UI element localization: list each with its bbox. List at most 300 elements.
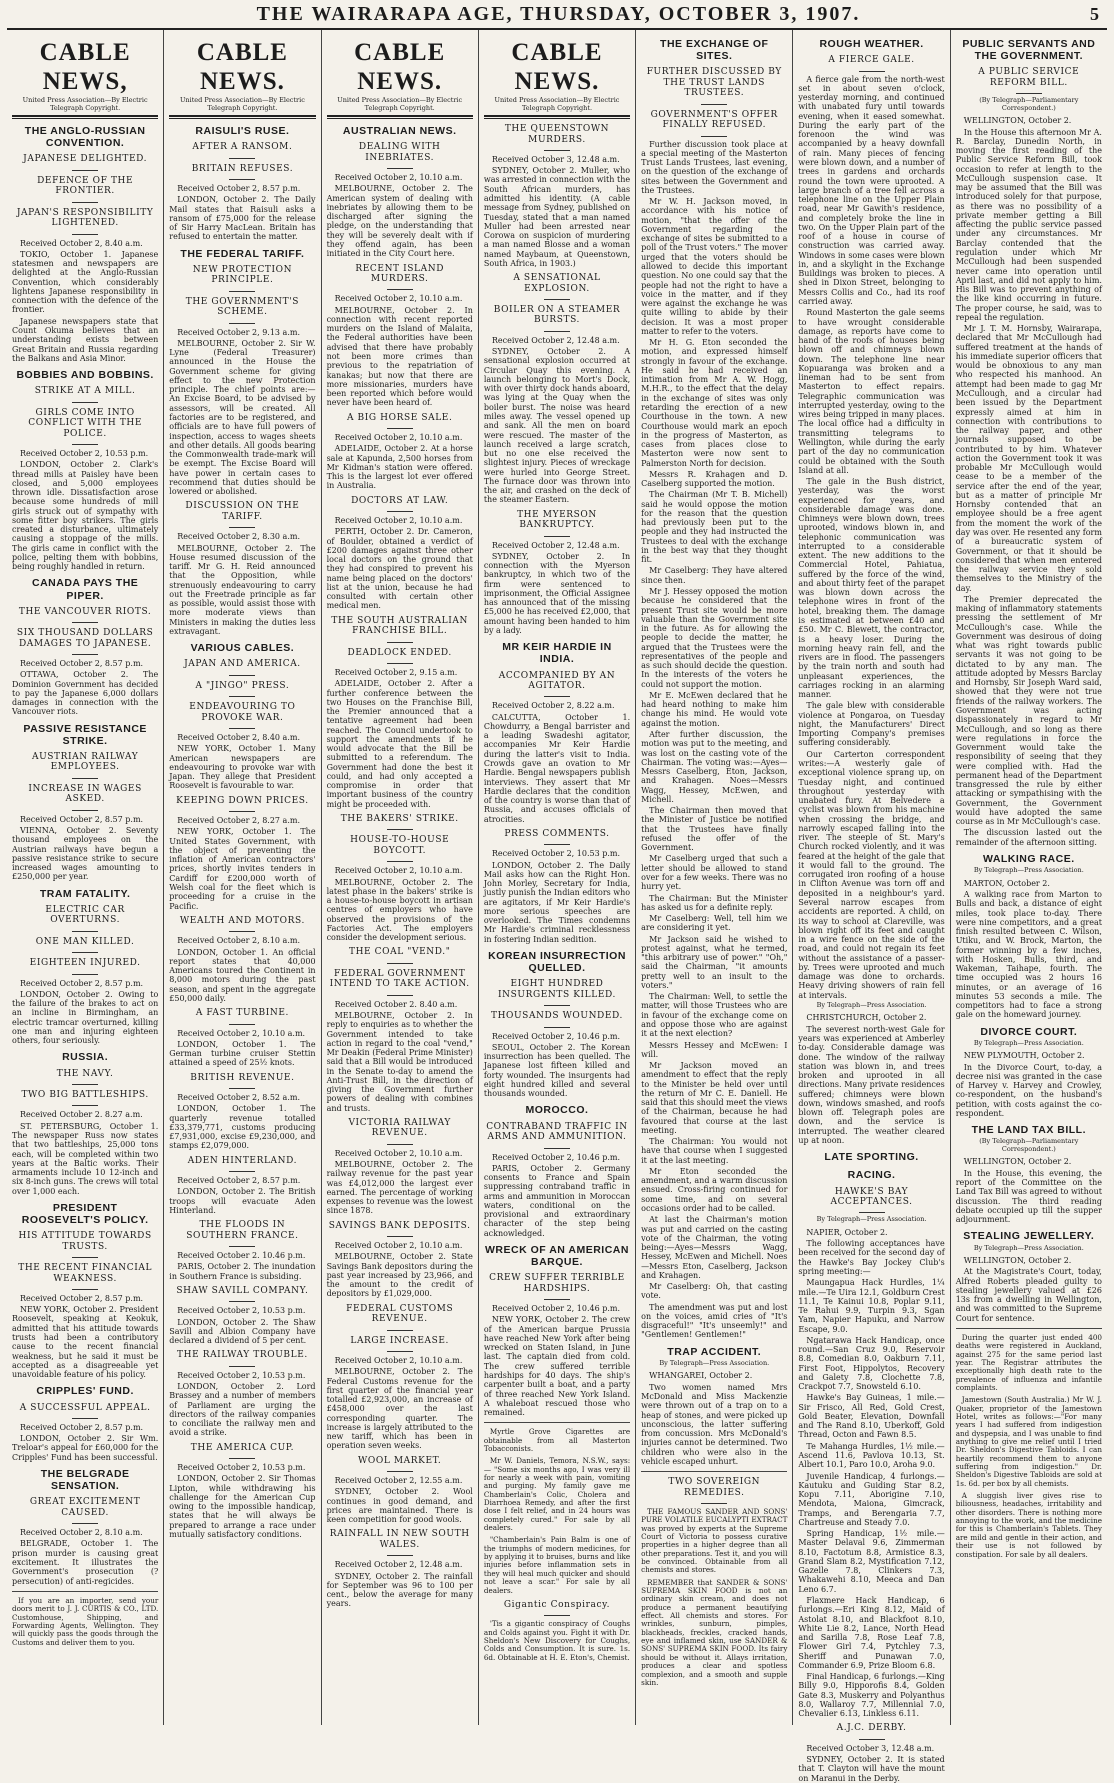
article-subheadline: INCREASE IN WAGES ASKED. — [28, 783, 142, 805]
article-paragraph: Mr Caselberg: Well, tell him we are considering it yet. — [641, 914, 788, 933]
headline-separator — [387, 289, 413, 290]
article-paragraph: Mr Caselberg: Oh, that casting vote. — [641, 1282, 788, 1301]
headline-separator — [72, 1257, 98, 1258]
article-subheadline: THE GOVERNMENT'S SCHEME. — [185, 296, 300, 318]
article-paragraph: Juvenile Handicap, 4 furlongs.—Kautuku and Guiding Star 8.2, Kopu 7.11, Aborigine 7.10, Mendota, Maiona, Gimcrack, Tramps, and Berengaria 7.7, Chartreuse and Steady 7.0. — [798, 1471, 945, 1527]
article-subheadline: ONE MAN KILLED. — [35, 936, 135, 947]
article-paragraph: Mr H. G. Eton seconded the motion, and expressed himself strongly in favour of the exchange. He said he had received an intimation from Mr A. W. Hogg, M.H.R., to the effect that the delay in the exchange of sites was only retarding the erection of a new Courthouse in the town. A new Courthouse would mark an epoch in the progress of Masterton, as cases from places close to Masterton were now sent to Palmerston North for decision. — [641, 338, 788, 468]
article-headline: VARIOUS CABLES. — [190, 642, 295, 655]
headline-separator — [387, 995, 413, 996]
headline-separator — [72, 1289, 98, 1290]
article-paragraph: The following acceptances have been received for the second day of the Hawke's Bay Jockey Club's spring meeting:— — [798, 1239, 945, 1276]
article-headline: TRAM FATALITY. — [39, 887, 131, 900]
dateline: Received October 2, 8.40 a.m. — [20, 238, 143, 248]
newspaper-page — [7, 3, 1107, 1783]
article-paragraph: Mr W. H. Jackson moved, in accordance with his notice of motion, "that the offer of the Government regarding the exchange of sites be submitted to a poll of the Trust voters." The mover urged that the voters should be allowed to decide this important question. No one could say that the people had not the right to have a voice in the matter, and if they were against the exchange he was quite willing to abide by their decision. It was a most proper matter to refer to the voters. — [641, 197, 788, 336]
article-subheadline: DEALING WITH INEBRIATES. — [358, 142, 441, 163]
headline-separator — [229, 291, 255, 292]
article-subheadline: TWO SOVEREIGN REMEDIES. — [668, 1477, 761, 1498]
article-subheadline: BRITAIN REFUSES. — [191, 163, 294, 174]
dateline: WHANGAREI, October 2. — [649, 1371, 753, 1381]
dateline: Received October 2, 12.48 a.m. — [491, 540, 620, 550]
article-subheadline: LARGE INCREASE. — [350, 1335, 450, 1346]
article-headline: THE ANGLO-RUSSIAN CONVENTION. — [24, 125, 146, 150]
headline-separator — [859, 1739, 885, 1740]
article-subheadline: THE RAILWAY TROUBLE. — [177, 1350, 308, 1361]
article-headline: DIVORCE COURT. — [980, 1025, 1078, 1038]
advertisement-text: If you are an importer, send your doors merit to J. J. CURTIS & CO., LTD. Customhouse, Shipping, and Forwarding Agents, Wellington. They will quickly pass the goods through the Customs and deliver them to you. — [12, 1595, 159, 1647]
headline-separator — [229, 811, 255, 812]
article-paragraph: VIENNA, October 2. Seventy thousand employees on the Austrian railways have begun a passive resistance strike to secure increased wages amounting to £250,000 per year. — [12, 826, 159, 882]
dateline: Received October 2, 10.53 p.m. — [177, 1463, 306, 1473]
headline-separator — [544, 1148, 570, 1149]
article-subheadline: STRIKE AT A MILL. — [34, 386, 136, 397]
cable-news-title: CABLE NEWS. — [354, 39, 446, 95]
article-subheadline: EIGHT HUNDRED INSURGENTS KILLED. — [497, 979, 616, 1000]
article-subheadline: THE AMERICA CUP. — [190, 1442, 295, 1453]
article-subheadline: A SUCCESSFUL APPEAL. — [19, 1402, 151, 1413]
cable-news-title: CABLE NEWS. — [196, 39, 288, 95]
article-subheadline: DEFENCE OF THE FRONTIER. — [37, 175, 134, 197]
dateline: Received October 2, 10.10 a.m. — [334, 294, 463, 304]
column-4 — [479, 30, 636, 1725]
article-paragraph: In the Divorce Court, to-day, a decree nisi was granted in the case of Harvey v. Harvey and Crowley, co-respondent, on the husband's petition, with costs against the co-respondent. — [955, 1062, 1102, 1118]
headline-separator — [72, 234, 98, 235]
headline-separator — [544, 1615, 570, 1616]
dateline: Received October 2, 10.53 p.m. — [177, 1306, 306, 1316]
headline-separator — [544, 331, 570, 332]
dateline: Received October 3, 12.48 a.m. — [491, 154, 620, 164]
article-subheadline: THOUSANDS WOUNDED. — [490, 1011, 623, 1022]
dateline: Received October 2, 8.57 p.m. — [177, 1176, 301, 1186]
article-paragraph: MELBOURNE, October 2. Sir W. Lyne (Federal Treasurer) announced in the House the Government scheme for giving effect to the new Protection principle. The chief points are:— An Excise Board, to be advised by assessors, will be created. All factories are to be registered, and officials are to have full powers of inspection, access to wages sheets and other details. All goods bearing the Commonwealth trade-mark will be exempt. The Excise Board will have power in certain cases to recommend that duties should be lowered or abolished. — [169, 338, 316, 497]
article-subheadline: FURTHER DISCUSSED BY THE TRUST LANDS TRUSTEES. — [646, 67, 782, 99]
article-paragraph: MELBOURNE, October 2. State Savings Bank depositors during the past year increased by 23,966, and the amount to the credit of depositors by £1,029,000. — [326, 1252, 473, 1299]
dateline: Received October 2, 8.57 p.m. — [177, 184, 301, 194]
headline-separator — [229, 1246, 255, 1247]
headline-separator — [701, 136, 727, 137]
article-paragraph: Japanese newspapers state that Count Okuma believes that an understanding exists between Great Britain and Russia regarding the Balkans and Asia Minor. — [12, 316, 159, 363]
article-subheadline: GOVERNMENT'S OFFER FINALLY REFUSED. — [650, 109, 778, 131]
headline-separator — [387, 663, 413, 664]
article-subheadline: AUSTRIAN RAILWAY EMPLOYEES. — [31, 752, 139, 773]
article-subheadline: A SENSATIONAL EXPLOSION. — [513, 273, 601, 294]
advertisement-text: "Chamberlain's Pain Balm is one of the triumphs of modern medicines, for by applying it to bruises, burns and like injuries before inflammation sets in they will heal much quicker and should not leave a scar." For sale by all dealers. — [483, 1535, 631, 1595]
article-paragraph: SEOUL, October 2. The Korean insurrection has been quelled. The Japanese lost fifteen killed and forty wounded. The insurgents had eight hundred killed and several thousands wounded. — [483, 1042, 631, 1099]
article-paragraph: Round Masterton the gale seems to have wrought considerable damage, as reports have come to hand of the roofs of houses being blown off and chimneys blown down. The telephone line near Kopuaranga was broken and a lineman had to be sent from Masterton to effect repairs. Telegraphic communication was interrupted yesterday, owing to the wires being tripped in many places. The local office had a difficulty in transmitting telegrams to Wellington, while during the early part of the day no communication could be obtained with the South Island at all. — [798, 308, 945, 475]
dateline: Received October 2, 10.53 p.m. — [177, 1370, 306, 1380]
headline-separator — [72, 654, 98, 655]
article-headline: PRESIDENT ROOSEVELT'S POLICY. — [21, 1201, 149, 1227]
article-subheadline: WOOL MARKET. — [358, 1455, 442, 1466]
article-paragraph: Mr Caselberg urged that such a letter should be allowed to stand over for a few weeks. There was no hurry yet. — [641, 854, 788, 892]
article-paragraph: LONDON, October 1. An official report states that 40,000 Americans toured the Continent in 8,000 motors during the past season, and spent in the aggregate £50,000 daily. — [169, 947, 316, 1003]
article-subheadline: VICTORIA RAILWAY REVENUE. — [348, 1117, 451, 1139]
dateline: Received October 2, 10.53 p.m. — [20, 448, 149, 458]
article-subheadline: ELECTRIC CAR OVERTURNS. — [45, 904, 125, 926]
headline-separator — [72, 1523, 98, 1524]
article-subheadline: ADEN HINTERLAND. — [187, 1155, 298, 1166]
article-paragraph: MELBOURNE, October 2. The latest phase in the bakers' strike is a house-to-house boycott in artisan centres of employers who have observed the provisions of the Factories Act. The employers consider the development serious. — [326, 877, 473, 943]
headline-separator — [701, 1503, 727, 1504]
dateline: Received October 2. 8.40 a.m. — [334, 999, 458, 1009]
page-number: 5 — [1090, 4, 1101, 24]
headline-separator — [387, 1330, 413, 1331]
article-subheadline: DOCTORS AT LAW. — [351, 495, 449, 506]
article-paragraph: Mr Jackson moved an amendment to effect that the reply to the Minister be held over until the return of Mr C. E. Daniell. He said that this should meet the views of the Chairman, because he had favoured that course at the last meeting. — [641, 1061, 788, 1135]
headline-separator — [229, 158, 255, 159]
headline-separator — [229, 675, 255, 676]
article-headline: THE EXCHANGE OF SITES. — [660, 38, 769, 63]
article-subheadline: JAPAN'S RESPONSIBILITY LIGHTENED. — [16, 207, 154, 229]
heading-rule — [327, 115, 473, 119]
column-1 — [7, 30, 164, 1725]
headline-separator — [72, 1084, 98, 1085]
article-paragraph: Flaxmere Hack Handicap, 6 furlongs.—Eri King 8.12, Maid of Astolat 8.10, and Blackfoot 8.10, White Lie 8.2, Lance, North Head and Sarilla 7.8, Rose Leaf 7.8, Flower Girl 7.4, Pytchley 7.3, Sheriff and Punawan 7.0, Commander 6.9, Prize Bloom 6.8. — [798, 1596, 945, 1670]
dateline: Received October 2, 8.27 a.m. — [177, 816, 300, 826]
dateline: Received October 2, 10.46 p.m. — [491, 1304, 620, 1314]
headline-separator — [72, 810, 98, 811]
article-headline: MR KEIR HARDIE IN INDIA. — [502, 641, 612, 666]
dateline: Received October 2, 8.57 p.m. — [20, 1422, 144, 1432]
article-headline: RACING. — [847, 1169, 896, 1182]
dateline: Received October 2, 9.15 a.m. — [334, 668, 458, 677]
headline-separator — [229, 179, 255, 180]
article-headline: BOBBIES AND BOBBINS. — [16, 369, 154, 382]
heading-rule — [484, 115, 630, 119]
headline-separator — [859, 1212, 885, 1213]
article-subheadline: JAPAN AND AMERICA. — [184, 659, 301, 670]
article-paragraph: Mr Jackson said he wished to protest against, what he termed, "this arbitrary use of power." "Oh," said the Chairman, "it amounts pretty well to an insult to the voters." — [641, 934, 788, 990]
headline-separator — [387, 642, 413, 643]
headline-separator — [229, 1024, 255, 1025]
article-paragraph: The discussion lasted out the remainder of the afternoon sitting. — [955, 828, 1102, 847]
article-paragraph: ADELAIDE, October 2. At a horse sale at Kapunda, 2,500 horses from Mr Kidman's station were offered. This is the largest lot ever offered in Australia. — [326, 444, 473, 491]
headline-separator — [544, 844, 570, 845]
article-subheadline: A FIERCE GALE. — [828, 55, 915, 66]
article-subheadline: THE QUEENSTOWN MURDERS. — [504, 124, 610, 145]
heading-rule — [169, 115, 315, 119]
dateline: Received October 2, 10.10 a.m. — [177, 1028, 306, 1038]
advertisement-text: 'Tis a gigantic conspiracy of Coughs and Colds against you. Fight it with Dr. Sheldon's New Discovery for Coughs, Colds and Consumption. It is sure. 1s. 6d. Obtainable at H. E. Eton's, Chemist. — [483, 1619, 631, 1662]
article-subheadline: WEALTH AND MOTORS. — [179, 915, 305, 926]
headline-separator — [229, 323, 255, 324]
dateline: Received October 2, 10.53 p.m. — [491, 849, 620, 859]
article-subheadline: AFTER A RANSOM. — [192, 142, 293, 153]
article-paragraph: LONDON, October 2. Owing to the failure of the brakes to act on an incline in Birmingham, an electric tramcar overturned, killing one man and injuring eighteen others, four seriously. — [12, 989, 159, 1046]
headline-separator — [229, 1171, 255, 1172]
dateline: Received October 2, 8.57 p.m. — [20, 659, 144, 669]
article-paragraph: Messrs R. Krahagen and D. Caselberg supported the motion. — [641, 469, 788, 489]
headline-separator — [72, 778, 98, 779]
article-paragraph: Our Carterton correspondent writes:—A westerly gale of exceptional violence sprang up, on Tuesday night, and continued throughout yesterday with unabated fury. At Belvedere a cyclist was blown from his machine when crossing the bridge, and narrowly escaped falling into the river. The steeple of St. Mary's Church rocked violently, and it was feared at the height of the gale that it would fall to the ground. The corrugated iron roofing of a house in Clifton Avenue was torn off and deposited in a neighbour's yard. Several narrow escapes from accidents are reported. A child, on its way to school at Clareville, was blown right off its feet and caught in a wire fence on the side of the road, and could not regain its feet without the assistance of a passer-by. Trees were uprooted and much damage was done to orchards. Heavy driving showers of rain fell at intervals. — [798, 749, 945, 1000]
headline-separator — [229, 728, 255, 729]
article-paragraph: LONDON, October 2. The British troops will evacuate Aden Hinterland. — [169, 1187, 316, 1215]
article-paragraph: The Chairman: But the Minister has asked us for a definite reply. — [641, 893, 788, 912]
byline: United Press Association—By Electric Telegraph Copyright. — [494, 96, 620, 112]
headline-separator — [859, 71, 885, 72]
article-headline: PASSIVE RESISTANCE STRIKE. — [23, 722, 147, 747]
article-paragraph: Hawke's Bay Guineas, 1 mile.—Sir Frisco, All Red, Gold Crest, Gold Beater, Elevation, Downfall and The Rand 8.10, Uberkoff, Gold Thread, Octon and Fawn 8.5. — [798, 1393, 945, 1440]
headline-separator — [229, 527, 255, 528]
article-headline: CRIPPLES' FUND. — [36, 1385, 134, 1398]
article-paragraph: At the Magistrate's Court, today, Alfred Roberts pleaded guilty to stealing jewellery valued at £26 13s from a dwelling in Wellington, and was committed to the Supreme Court for sentence. — [955, 1267, 1102, 1323]
article-subheadline: SIX THOUSAND DOLLARS DAMAGES TO JAPANESE. — [16, 628, 154, 649]
article-paragraph: The Chairman (Mr T. B. Michell) said he would oppose the motion for the reason that the question had previously been put to the people and they had instructed the Trustees to deal with the exchange in the best way that they thought fit. — [641, 490, 788, 565]
article-paragraph: The Chairman: You would not have that course when I suggested it at the last meeting. — [641, 1137, 788, 1165]
headline-separator — [72, 622, 98, 623]
article-subheadline: A "JINGO" PRESS. — [195, 680, 290, 691]
article-subheadline: EIGHTEEN INJURED. — [29, 958, 141, 969]
headline-separator — [387, 1236, 413, 1237]
headline-separator — [387, 1555, 413, 1556]
dateline: Received October 2, 8.52 a.m. — [177, 1093, 300, 1103]
section-divider — [484, 1422, 630, 1423]
headline-separator — [72, 444, 98, 445]
article-paragraph: Mr Caselberg: They have altered since then. — [641, 566, 788, 585]
article-paragraph: The Chairman: Well, to settle the matter, will those Trustees who are in favour of the exchange come on and oppose those who are against it at the next election? — [641, 992, 788, 1039]
article-paragraph: LONDON, October 2. The Shaw Savill and Albion Company have declared a dividend of 5 per cent. — [169, 1317, 316, 1346]
article-subheadline: SHAW SAVILL COMPANY. — [176, 1285, 309, 1296]
article-paragraph: MELBOURNE, October 2. The railway revenue for the past year was £4,012,000 the largest ever earned. The percentage of working expenses to revenue was the lowest since 1878. — [326, 1160, 473, 1216]
advertisement-text: During the quarter just ended 400 deaths were registered in Auckland, against 275 for the same period last year. The Registrar attributes the exceptionally high death rate to the prevalence of influenza and infantile complaints. — [955, 1332, 1102, 1392]
dateline: Received October 2, 8.10 a.m. — [20, 1528, 143, 1538]
article-paragraph: The gale in the Bush district, yesterday, was the worst experienced for years, and considerable damage was done. Chimneys were blown down, trees uprooted, windows blown in, and telephonic communication was interrupted to a considerable extent. The new additions to the Commercial Hotel, Pahiatua, suffered by the force of the wind, and about thirty feet of the parapet was blown down across the telephone wires in front of the hotel, breaking them. The damage is estimated at between £40 and £50. Mr C. Blewett, the contractor, is a heavy loser. During the morning heavy rain fell, and the rivers are in flood. The passengers by the train north and south had unpleasant experiences, the carriages rocking in an alarming manner. — [798, 477, 945, 700]
article-paragraph: Further discussion took place at a special meeting of the Masterton Trust Lands Trustees, last evening, on the question of the exchange of sites between the Government and the Trustees. — [641, 139, 788, 195]
byline: United Press Association—By Electric Telegraph Copyright. — [22, 96, 148, 112]
byline: (By Telegraph—Parliamentary Correspondent.) — [979, 96, 1079, 112]
article-paragraph: Messrs Hessey and McEwen: I will. — [641, 1040, 788, 1059]
article-subheadline: CONTRABAND TRAFFIC IN ARMS AND AMMUNITION. — [486, 1121, 628, 1143]
headline-separator — [387, 511, 413, 512]
article-paragraph: ADELAIDE, October 2. After a further conference between the two Houses on the Franchise Bill, the Premier announced that a tentative agreement had been reached. The Council undertook to support the amendments if he would advocate that the Bill be submitted to a referendum. The Government had done the best it could, and had only accepted a compromise in order that important business of the country might be proceeded with. — [326, 679, 473, 809]
column-3 — [322, 30, 479, 1725]
article-subheadline: ACCOMPANIED BY AN AGITATOR. — [498, 670, 616, 691]
article-subheadline: GREAT EXCITEMENT CAUSED. — [29, 1497, 141, 1518]
article-subheadline: A.J.C. DERBY. — [836, 1723, 907, 1734]
dateline: Received October 2, 10.10 a.m. — [334, 433, 463, 442]
advertisement-text: A sluggish liver gives rise to biliousness, headaches, irritability and other disorders. There is nothing more annoying to the work, and the medicine for this is Chamberlain's Tablets. They are mild and gentle in their action, and their use is not followed by constipation. For sale by all dealers. — [955, 1491, 1102, 1559]
article-paragraph: PARIS, October 2. The inundation in Southern France is subsiding. — [169, 1262, 316, 1281]
headline-separator — [72, 974, 98, 975]
article-subheadline: HAWKE'S BAY ACCEPTANCES. — [830, 1186, 913, 1207]
dateline: Received October 2, 8.22 a.m. — [491, 701, 615, 711]
headline-separator — [387, 1351, 413, 1352]
masthead-title: THE WAIRARAPA AGE, THURSDAY, OCTOBER 3, 1907. — [256, 3, 861, 25]
article-subheadline: BOILER ON A STEAMER BURSTS. — [493, 305, 621, 326]
article-subheadline: KEEPING DOWN PRICES. — [176, 795, 309, 806]
headline-separator — [229, 1458, 255, 1459]
masthead — [7, 3, 1107, 30]
headline-separator — [387, 829, 413, 830]
dateline: Received October 3, 12.48 a.m. — [806, 1743, 935, 1753]
byline: By Telegraph—Press Association. — [659, 1358, 770, 1367]
article-paragraph: SYDNEY, October 2. Muller, who was arrested in connection with the South African murders, has admitted his identity. (A cable message from Sydney, published on Tuesday, stated that a man named Muller had been arrested near Corowa on suspicion of murdering a man named Blosse and a woman named Maybaum, at Queenstown, South Africa, in 1903.) — [483, 166, 631, 268]
article-paragraph: LONDON, October 2. Clark's thread mills at Paisley have been closed, and 5,000 employees thrown idle. Dissatisfaction arose because some hundreds of mill girls struck out of sympathy with some fitter boy strikers. The girls created a disturbance, ultimately causing a stoppage of the mills. The girls came in conflict with the police, pelting them with bobbins, being roughly handled in return. — [12, 460, 159, 572]
article-subheadline: HOUSE-TO-HOUSE BOYCOTT. — [350, 835, 450, 856]
article-paragraph: A fierce gale from the north-west set in about seven o'clock, yesterday morning, and continued with unabated fury until towards evening, when it eased somewhat. During the early part of the forenoon the wind was accompanied by a heavy downfall of rain. Many pieces of fencing were blown down, and a number of trees in gardens and orchards round the town were uprooted. A large branch of a tree fell across a telephone line on the Upper Plain road, near Mr Gawith's residence, and completely broke the line in two. On the Upper Plain part of the roof of a house in course of construction was carried away. Windows in some cases were blown in, and a skylight in the Exchange Buildings was broken to pieces. A shed in Dixon Street, belonging to Messrs Collis and Co., had its roof carried away. — [798, 74, 945, 306]
article-paragraph: PARIS, October 2. Germany consents to France and Spain suppressing contraband traffic in arms and ammunition in Moroccan waters, conditional on the provisional and extraordinary character of the step being acknowledged. — [483, 1163, 631, 1238]
dateline: WELLINGTON, October 2. — [963, 1157, 1072, 1167]
dateline: Received October 2, 12.48 a.m. — [334, 1560, 463, 1570]
dateline: Received October 2, 10.46 p.m. — [491, 1031, 620, 1041]
cable-news-title: CABLE NEWS, — [39, 39, 131, 95]
article-paragraph: MELBOURNE, October 2. The Federal Customs revenue for the first quarter of the financial year totalled £2,923,000, an increase of £458,000 over the last corresponding quarter. The increase is largely attributed to the new tariff, which has been in operation seven weeks. — [326, 1367, 473, 1451]
article-paragraph: The amendment was put and lost on the voices, amid cries of "It's disgraceful!" "It's unseemly!" and "Gentlemen! Gentlemen!" — [641, 1302, 788, 1340]
article-paragraph: Final Handicap, 6 furlongs.—King Billy 9.0, Hipporofis 8.4, Golden Gate 8.3, Muskerry and Polyanthus 8.0, Wallaroy 7.7, Millennial 7.0, Chevalier 6.13, Linkless 6.11. — [798, 1672, 945, 1719]
article-paragraph: LONDON, October 2. Lord Brassey and a number of members of Parliament are urging the directors of the railway companies to conciliate the railway men and avoid a strike. — [169, 1382, 316, 1438]
dateline: Received October 2, 12.48 a.m. — [491, 335, 620, 345]
headline-separator — [229, 1301, 255, 1302]
headline-separator — [72, 1418, 98, 1419]
article-subheadline: PRESS COMMENTS. — [504, 828, 610, 839]
dateline: Received October 2, 10.46 p.m. — [491, 1152, 620, 1162]
article-subheadline: NEW PROTECTION PRINCIPLE. — [192, 264, 293, 286]
headline-separator — [387, 1144, 413, 1145]
article-subheadline: FEDERAL GOVERNMENT INTEND TO TAKE ACTION. — [329, 968, 470, 990]
article-subheadline: THE VANCOUVER RIOTS. — [18, 606, 152, 617]
article-paragraph: The gale blew with considerable violence at Pongaroa, on Tuesday night, the Manufacturers' Direct Importing Company's premises suffering considerably. — [798, 701, 945, 748]
article-subheadline: SAVINGS BANK DEPOSITS. — [328, 1220, 471, 1231]
article-subheadline: THE COAL "VEND." — [348, 947, 451, 958]
byline: By Telegraph—Press Association. — [973, 1038, 1084, 1047]
dateline: Received October 2, 10.10 a.m. — [334, 173, 463, 183]
headline-separator — [72, 952, 98, 953]
dateline: Received October 2, 8.30 a.m. — [177, 532, 300, 542]
dateline: Received October 2, 10.10 a.m. — [334, 1356, 463, 1365]
advertisement-text: REMEMBER that SANDER & SONS' SUPREMA SKIN FOOD is not an ordinary skin cream, and does not produce a permanent beautifying effect. All chemists and stores. For wrinkles, sunburn, pimples, blackheads, freckles, cracked hands, eye and inflamed skin, use SANDER & SONS' SUPREMA SKIN FOOD. Its fairy should be without it. Allays irritation, produces a clear and spotless complexion, and a smooth and supple skin. — [641, 1577, 788, 1687]
column-5 — [636, 30, 793, 1725]
article-headline: WRECK OF AN AMERICAN BARQUE. — [485, 1243, 629, 1269]
article-headline: LATE SPORTING. — [824, 1151, 919, 1164]
dateline: Received October 2, 10.10 a.m. — [334, 1241, 463, 1251]
article-headline: THE FEDERAL TARIFF. — [180, 247, 305, 260]
article-headline: KOREAN INSURRECTION QUELLED. — [488, 949, 626, 975]
column-6 — [793, 30, 950, 1783]
article-paragraph: MELBOURNE, October 2. In connection with recent reported murders on the Island of Malaita, the Federal authorities have been advised that there have probably not been more crimes than previous to the repatriation of kanakas; but now that there are more missionaries, murders have been reported which before would never have been heard of. — [326, 305, 473, 408]
article-headline: RUSSIA. — [62, 1051, 109, 1064]
article-paragraph: In the House this afternoon Mr A. R. Barclay, Dunedin North, in moving the first reading of the Public Service Reform Bill, took occasion to refer at length to the McCullough suspension case. It may be assumed that the Bill was introduced solely for that purpose, as there was no possibility of a private member getting a Bill affecting the public service passed under any circumstances. Mr Barclay contended that the regulation under which Mr McCullough had been suspended never came into operation until April last, and did not apply to him. His Bill was to prevent anything of the like kind occurring in future. The proper course, he said, was to repeal the regulation. — [955, 127, 1102, 322]
dateline: Received October 2. 8.27 a.m. — [20, 1110, 143, 1120]
dateline: Received October 2, 12.55 a.m. — [334, 1476, 463, 1486]
byline: By Telegraph—Press Association. — [816, 1215, 927, 1224]
article-subheadline: GIRLS COME INTO CONFLICT WITH THE POLICE. — [28, 407, 143, 439]
advertisement-text: THE FAMOUS SANDER AND SONS' PURE VOLATILE EUCALYPTI EXTRACT was proved by experts at the Supreme Court of Victoria to possess curative properties in a higher degree than all other preparations. Test it, and you will be convinced. Obtainable from all chemists and stores. — [641, 1506, 788, 1575]
article-paragraph: SYDNEY, October 2. In connection with the Myerson bankruptcy, in which two of the firm were sentenced to imprisonment, the Official Assignee has announced that of the missing £5,000 he has received £2,000, that amount having been handed to him by a lady. — [483, 551, 631, 635]
headline-separator — [229, 1366, 255, 1367]
article-subheadline: THE FLOODS IN SOUTHERN FRANCE. — [186, 1220, 299, 1241]
headline-separator — [72, 1105, 98, 1106]
article-headline: THE LAND TAX BILL. — [971, 1124, 1087, 1137]
article-paragraph: MELBOURNE, October 2. In reply to enquiries as to whether the Government intended to take action in regard to the coal "vend," Mr Deakin (Federal Prime Minister) said that a Bill would be introduced in the Senate to-day to amend the Anti-Trust Bill, in the direction of giving the Government further powers of dealing with combines and trusts. — [326, 1011, 473, 1113]
article-paragraph: LONDON, October 2. Sir Wm. Treloar's appeal for £60,000 for the Cripples' Fund has been successful. — [12, 1434, 159, 1462]
article-subheadline: THE RECENT FINANCIAL WEAKNESS. — [18, 1263, 153, 1284]
byline: United Press Association—By Electric Telegraph Copyright. — [179, 96, 305, 112]
article-paragraph: NEW YORK, October 1. The United States Government, with the object of preventing the inflation of American contractors' prices, shortly invites tenders in Cardiff for £200,000 worth of Welsh coal for the fleet which is proceeding for a cruise in the Pacific. — [169, 827, 316, 911]
columns — [7, 30, 1107, 1783]
headline-separator — [72, 170, 98, 171]
byline: By Telegraph—Press Association. — [816, 1000, 927, 1009]
article-paragraph: The severest north-west Gale for years was experienced at Amberley to-day. Considerable damage was done. The window of the railway station was blown in, and trees broken and uprooted in all directions. Many private residences suffered; chimneys were blown down, windows smashed, and roofs blown off. Telegraph poles are down, and the service is interrupted. The weather cleared up at noon. — [798, 1024, 945, 1145]
article-paragraph: SYDNEY, October 2. The rainfall for September was 96 to 100 per cent., below the average for many years. — [326, 1571, 473, 1609]
dateline: Received October 2, 8.57 p.m. — [20, 1293, 144, 1303]
dateline: NEW PLYMOUTH, October 2. — [963, 1051, 1085, 1061]
article-paragraph: CALCUTTA, October 1. Chowdurry, a Bengal barrister and a leading Swadeshi agitator, accompanies Mr Keir Hardie during the latter's visit to India. Crowds gave an ovation to Mr Hardie. Bengal newspapers publish interviews. They assert that Mr Hardie declares that the condition of the country is worse than that of Russia, and accuses officials of atrocities. — [483, 712, 631, 824]
article-headline: TRAP ACCIDENT. — [667, 1345, 762, 1358]
headline-separator — [544, 696, 570, 697]
article-paragraph: Ngatarawa Hack Handicap, once round.—San Cruz 9.0, Reservoir 8.8, Comedian 8.0, Oakburn 7.11, First Foot, Hippolytos, Recovery and Galety 7.8, Clochette 7.8, Crackpot 7.7, Snowsteld 6.10. — [798, 1335, 945, 1392]
dateline: CHRISTCHURCH, October 2. — [806, 1013, 927, 1023]
column-2 — [164, 30, 321, 1725]
section-divider — [956, 1328, 1102, 1329]
article-subheadline: THE MYERSON BANKRUPTCY. — [517, 509, 597, 531]
headline-separator — [544, 150, 570, 151]
article-headline: THE BELGRADE SENSATION. — [40, 1468, 130, 1493]
article-subheadline: Gigantic Conspiracy. — [503, 1599, 611, 1610]
advertisement-text: Mr W. Daniels, Temora, N.S.W., says:— "Some six months ago, I was very ill for nearly a week with pain, vomiting and purging. My family gave me Chamberlain's Colic, Cholera and Diarrhoea Remedy, and after the first dose I felt relief, and in 24 hours was completely cured." For sale by all dealers. — [483, 1456, 631, 1533]
article-headline: WALKING RACE. — [982, 853, 1075, 865]
article-headline: CANADA PAYS THE PIPER. — [31, 577, 139, 602]
headline-separator — [544, 1005, 570, 1006]
dateline: Received October 2, 8.57 p.m. — [20, 814, 144, 824]
section-divider — [12, 1591, 158, 1592]
column-7 — [951, 30, 1107, 1725]
article-subheadline: THE BAKERS' STRIKE. — [340, 813, 459, 824]
article-paragraph: ST. PETERSBURG, October 1. The newspaper Russ now states that two battleships, 25,000 tons each, will be completed within two years at the Baltic works. Their armaments include 10 12-inch and six 8-inch guns. The crews will total over 1,000 each. — [12, 1121, 159, 1196]
dateline: WELLINGTON, October 2. — [963, 116, 1072, 126]
article-paragraph: After further discussion, the motion was put to the meeting, and was lost on the casting vote of the Chairman. The voting was:—Ayes—Messrs Caselberg, Eton, Jackson, and Krahagen. Noes—Messrs Wagg, Hessey, McEwen, and Michell. — [641, 730, 788, 804]
article-subheadline: DISCUSSION ON THE TARIFF. — [185, 501, 300, 522]
headline-separator — [544, 536, 570, 537]
article-paragraph: LONDON, October 2. Sir Thomas Lipton, while withdrawing his challenge for the American Cup owing to the impossible handicap, states that he will always be prepared to arrange a race under mutually satisfactory conditions. — [169, 1474, 316, 1539]
article-subheadline: JAPANESE DELIGHTED. — [23, 154, 148, 165]
article-paragraph: SYDNEY, October 2. A sensational explosion occurred at Circular Quay this evening. A launch belonging to Mort's Dock, with over thirty dock hands aboard, was lying at the Quay when the boiler burst. The noise was heard miles away. The vessel opened up and sank. All the men on board were rescued. The master of the launch received a large scratch, but no one else received the slightest injury. Pieces of wreckage were hurled into George Street. The furnace door was thrown into the air, and crashed on the deck of the steamer Eastern. — [483, 347, 631, 505]
article-paragraph: Mr J. Hessey opposed the motion because he considered that the present Trust site would be more valuable than the Government site in the future. As for allowing the people to decide the matter, he argued that the Trustees were the representatives of the people and as such should decide the question. In the interests of the voters he could not support the motion. — [641, 587, 788, 689]
headline-separator — [72, 202, 98, 203]
article-paragraph: SYDNEY, October 2. Wool continues in good demand, and prices are maintained. There is keen competition for good wools. — [326, 1487, 473, 1525]
article-paragraph: PERTH, October 2. Dr. Cameron, of Boulder, obtained a verdict of £200 damages against three other local doctors on the ground that they had conspired to prevent his name being placed on the doctors' list at the union, because he had consulted with certain other medical men. — [326, 527, 473, 611]
article-paragraph: Two women named Mrs McDonald and Miss Mackenzie were thrown out of a trap on to a heap of stones, and were picked up unconscious, the latter suffering from concussion. Mrs McDonald's injuries cannot be determined. Two children who were also in the vehicle escaped unhurt. — [641, 1382, 788, 1466]
headline-separator — [387, 168, 413, 169]
article-paragraph: In the House, this evening, the report of the Committee on the Land Tax Bill was agreed to without discussion. The third reading debate occupied up till the supper adjournment. — [955, 1168, 1102, 1225]
dateline: Received October 2, 10.10 a.m. — [334, 866, 463, 876]
dateline: Received October 2, 8.40 a.m. — [177, 733, 300, 743]
section-divider — [641, 1471, 787, 1472]
article-paragraph: A walking race from Marton to Bulls and back, a distance of eight miles, took place to-day. There were nine competitors, and a great finish resulted between C. Wilson, Utiku, and W. Brock, Marton, the former winning by a few inches, with Hosken, Bulls, third, and Wakeman, Taihape, fourth. The time occupied was 2 hours 16 minutes, or an average of 16 minutes 53 seconds a mile. The competitors had to face a strong gale on the homeward journey. — [955, 889, 1102, 1020]
article-subheadline: HIS ATTITUDE TOWARDS TRUSTS. — [18, 1231, 152, 1252]
article-subheadline: A FAST TURBINE. — [195, 1008, 290, 1019]
article-subheadline: CREW SUFFER TERRIBLE HARDSHIPS. — [489, 1273, 625, 1294]
article-paragraph: LONDON, October 2. The Daily Mail states that Raisuli asks a ransom of £75,000 for the release of Sir Harry MacLean. Britain has refused to entertain the matter. — [169, 195, 316, 242]
headline-separator — [387, 1471, 413, 1472]
article-paragraph: TOKIO, October 1. Japanese statesmen and newspapers are delighted at the Anglo-Russian Convention, which considerably lightens Japanese responsibility in connection with the defence of the frontier. — [12, 249, 159, 315]
article-paragraph: NEW YORK, October 2. President Roosevelt, speaking at Keokuk, admitted that his attitude towards trusts had been a contributory cause to the recent financial weakness, but he said it must be accepted as a disagreeable yet unavoidable feature of his policy. — [12, 1305, 159, 1380]
article-paragraph: Spring Handicap, 1½ mile.—Master Delaval 9.6, Zimmerman 8.10, Factotum 8.8, Armistice 8.3, Grand Slam 8.2, Mystification 7.12, Gazelle 7.8, Clinkers 7.3, Whakawehi 8.10, Meeca and Dan Leno 6.7. — [798, 1529, 945, 1594]
article-subheadline: ENDEAVOURING TO PROVOKE WAR. — [189, 702, 296, 723]
byline: By Telegraph—Press Association. — [973, 1243, 1084, 1252]
dateline: NAPIER, October 2. — [806, 1227, 888, 1237]
advertisement-text: Jamestown (South Australia.) Mr W. J. Quaker, proprietor of the Jamestown Hotel, writes as follows:—"For many years I had suffered from indigestion and dyspepsia, and I was unable to find anything to give me relief until I tried Dr. Sheldon's Digestive Tabloids. I can heartily recommend them to anyone suffering from indigestion." Dr. Sheldon's Digestive Tabloids are sold at 1s. 6d. per box by all chemists. — [955, 1395, 1102, 1488]
article-paragraph: Mr E. McEwen declared that he had heard nothing to make him change his mind. He would vote against the motion. — [641, 690, 788, 728]
byline: (By Telegraph—Parliamentary Correspondent.) — [979, 1137, 1079, 1153]
article-headline: RAISULI'S RUSE. — [195, 125, 290, 138]
article-paragraph: MELBOURNE, October 2. The House resumed discussion of the tariff. Mr G. H. Reid announced that the Opposition, while strenuously endeavouring to carry out the Freetrade principle as far as possible, would assist those with more moderate views than Ministers in making the duties less extravagant. — [169, 543, 316, 636]
dateline: Received October 2, 9.13 a.m. — [177, 327, 300, 337]
article-subheadline: A PUBLIC SERVICE REFORM BILL. — [978, 67, 1080, 88]
article-paragraph: The Premier deprecated the making of inflammatory statements pressing the settlement of Mr McCullough's case. While the Government was desirous of doing what was right towards public servants it was not going to be dictated to by any man. The attitude adopted by Messrs Barclay and Hornsby, Sir Joseph Ward said, showed that they were not true friends of the railway workers. The Government was acting dispassionately in regard to Mr McCullough, and so long as there were regulations in force the Government would take the responsibility of seeing that they were complied with. Had the permanent head of the Department transgressed the rule by either attacking or sympathising with the Government, the Government would have adopted the same course as in Mr McCullough's case. — [955, 594, 1102, 827]
headline-separator — [72, 402, 98, 403]
article-paragraph: NEW YORK, October 1. Many American newspapers are endeavouring to provoke war with Japan. They allege that President Roosevelt is favourable to war. — [169, 744, 316, 791]
